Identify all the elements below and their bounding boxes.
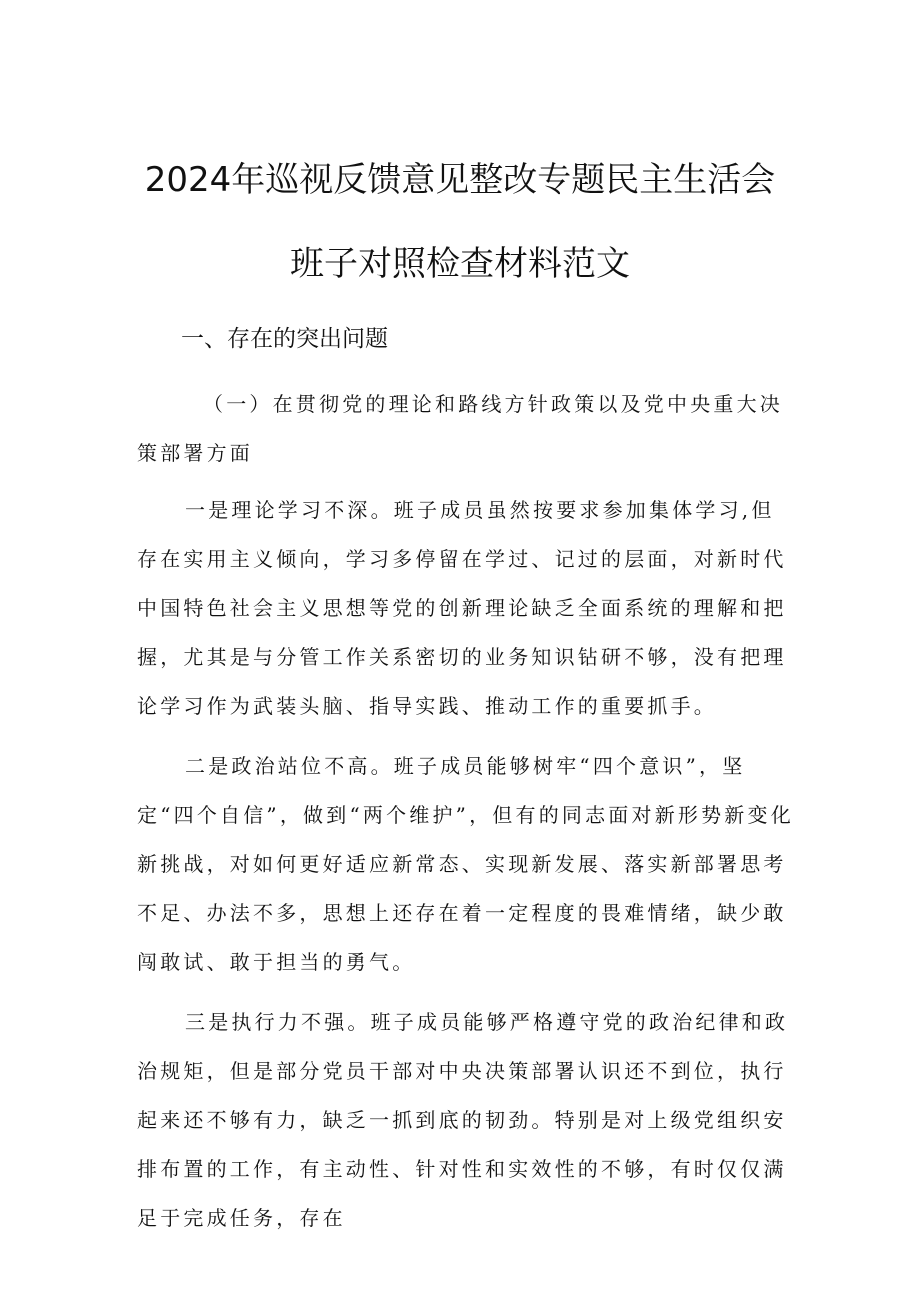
paragraph-execution: 三是执行力不强。班子成员能够严格遵守党的政治纪律和政治规矩，但是部分党员干部对中央决策部署认识还不到位，执行起来还不够有力，缺乏一抓到底的韧劲。特别是对上级党组织安排布置的工作，有主动性、针对性和实效性的不够，有时仅仅满足于完成任务，存在 bbox=[137, 1010, 789, 1230]
paragraph-theory-study: 一是理论学习不深。班子成员虽然按要求参加集体学习,但存在实用主义倾向，学习多停留在学过、记过的层面，对新时代中国特色社会主义思想等党的创新理论缺乏全面系统的理解和把握，尤其是与分管工作关系密切的业务知识钻研不够，没有把理论学习作为武装头脑、指导实践、推动工作的重要抓手。 bbox=[137, 498, 787, 718]
document-title-line2: 班子对照检查材料范文 bbox=[290, 244, 630, 284]
section-heading: 一、存在的突出问题 bbox=[181, 326, 388, 352]
paragraph-political-stance: 二是政治站位不高。班子成员能够树牢“四个意识”，坚定“四个自信”，做到“两个维护”，但有的同志面对新形势新变化新挑战，对如何更好适应新常态、实现新发展、落实新部署思考不足、办法不多，思想上还存在着一定程度的畏难情绪，缺少敢闯敢试、敢于担当的勇气。 bbox=[137, 754, 794, 974]
document-title-line1: 2024年巡视反馈意见整改专题民主生活会 bbox=[144, 160, 776, 200]
subsection-heading: （一）在贯彻党的理论和路线方针政策以及党中央重大决策部署方面 bbox=[137, 392, 783, 465]
